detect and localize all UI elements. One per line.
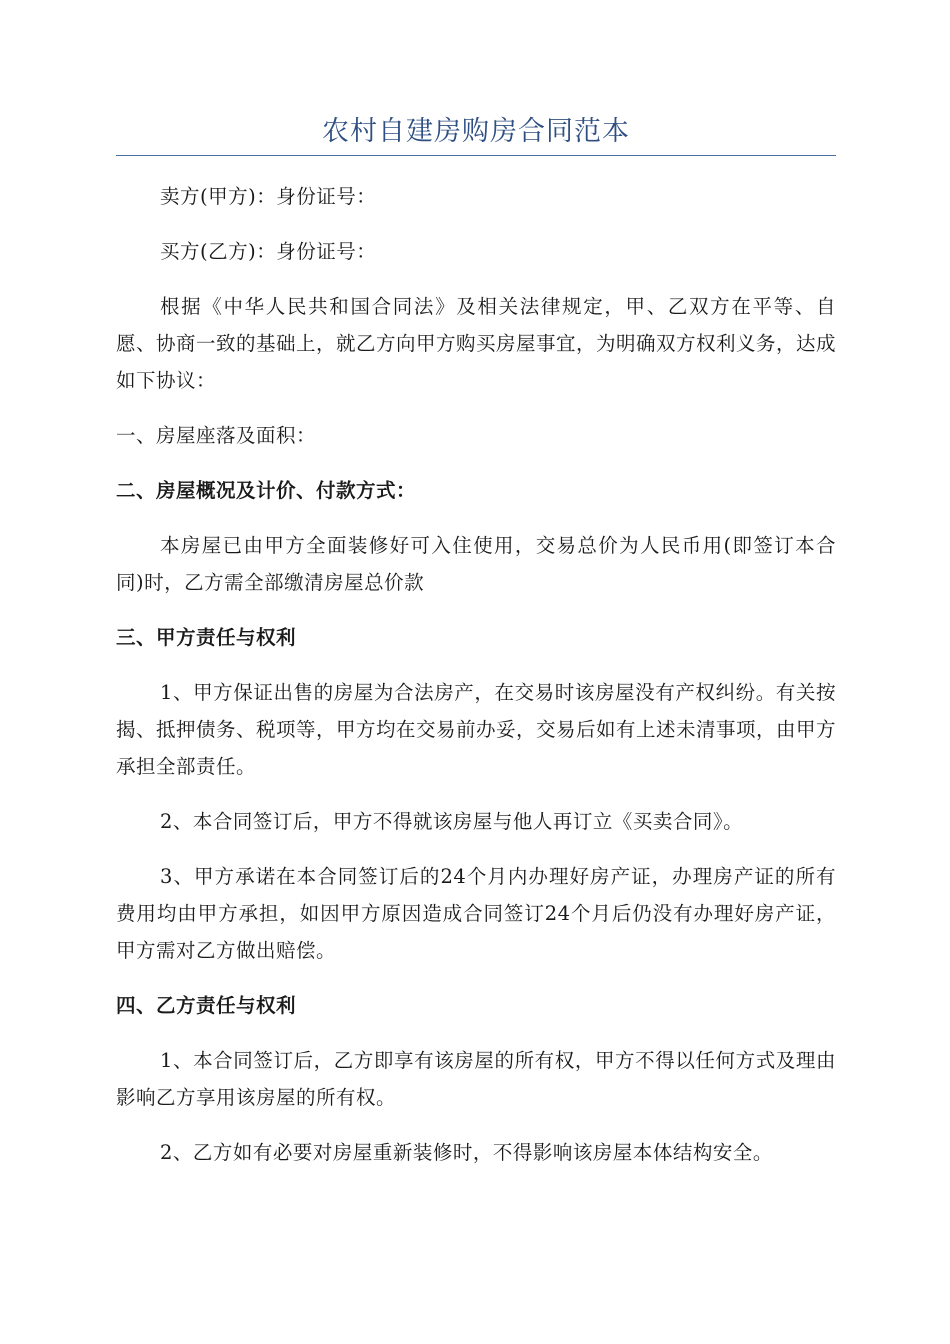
buyer-line: 买方(乙方)：身份证号：: [160, 240, 377, 263]
section-4-heading: 四、乙方责任与权利: [116, 994, 297, 1017]
section-3-item-1: 1、甲方保证出售的房屋为合法房产，在交易时该房屋没有产权纠纷。有关按揭、抵押债务、税项等，甲方均在交易前办妥，交易后如有上述未清事项，由甲方承担全部责任。: [116, 681, 837, 778]
seller-line: 卖方(甲方)：身份证号：: [160, 185, 377, 208]
section-2-heading: 二、房屋概况及计价、付款方式：: [116, 479, 417, 502]
intro-paragraph: 根据《中华人民共和国合同法》及相关法律规定，甲、乙双方在平等、自愿、协商一致的基础上，就乙方向甲方购买房屋事宜，为明确双方权利义务，达成如下协议：: [116, 295, 837, 392]
section-4-item-1: 1、本合同签订后，乙方即享有该房屋的所有权，甲方不得以任何方式及理由影响乙方享用该房屋的所有权。: [116, 1049, 836, 1109]
section-4-item-2: 2、乙方如有必要对房屋重新装修时，不得影响该房屋本体结构安全。: [160, 1141, 773, 1164]
section-2-text: 本房屋已由甲方全面装修好可入住使用，交易总价为人民币用(即签订本合同)时，乙方需全部缴清房屋总价款: [116, 534, 836, 594]
section-3-item-3: 3、甲方承诺在本合同签订后的24个月内办理好房产证，办理房产证的所有费用均由甲方承担，如因甲方原因造成合同签订24个月后仍没有办理好房产证，甲方需对乙方做出赔偿。: [116, 865, 836, 962]
section-1-heading: 一、房屋座落及面积：: [116, 424, 317, 447]
document-page: [116, 0, 836, 1171]
document-title: 农村自建房购房合同范本: [322, 116, 630, 147]
section-3-heading: 三、甲方责任与权利: [116, 626, 297, 649]
section-3-item-2: 2、本合同签订后，甲方不得就该房屋与他人再订立《买卖合同》。: [160, 810, 744, 833]
